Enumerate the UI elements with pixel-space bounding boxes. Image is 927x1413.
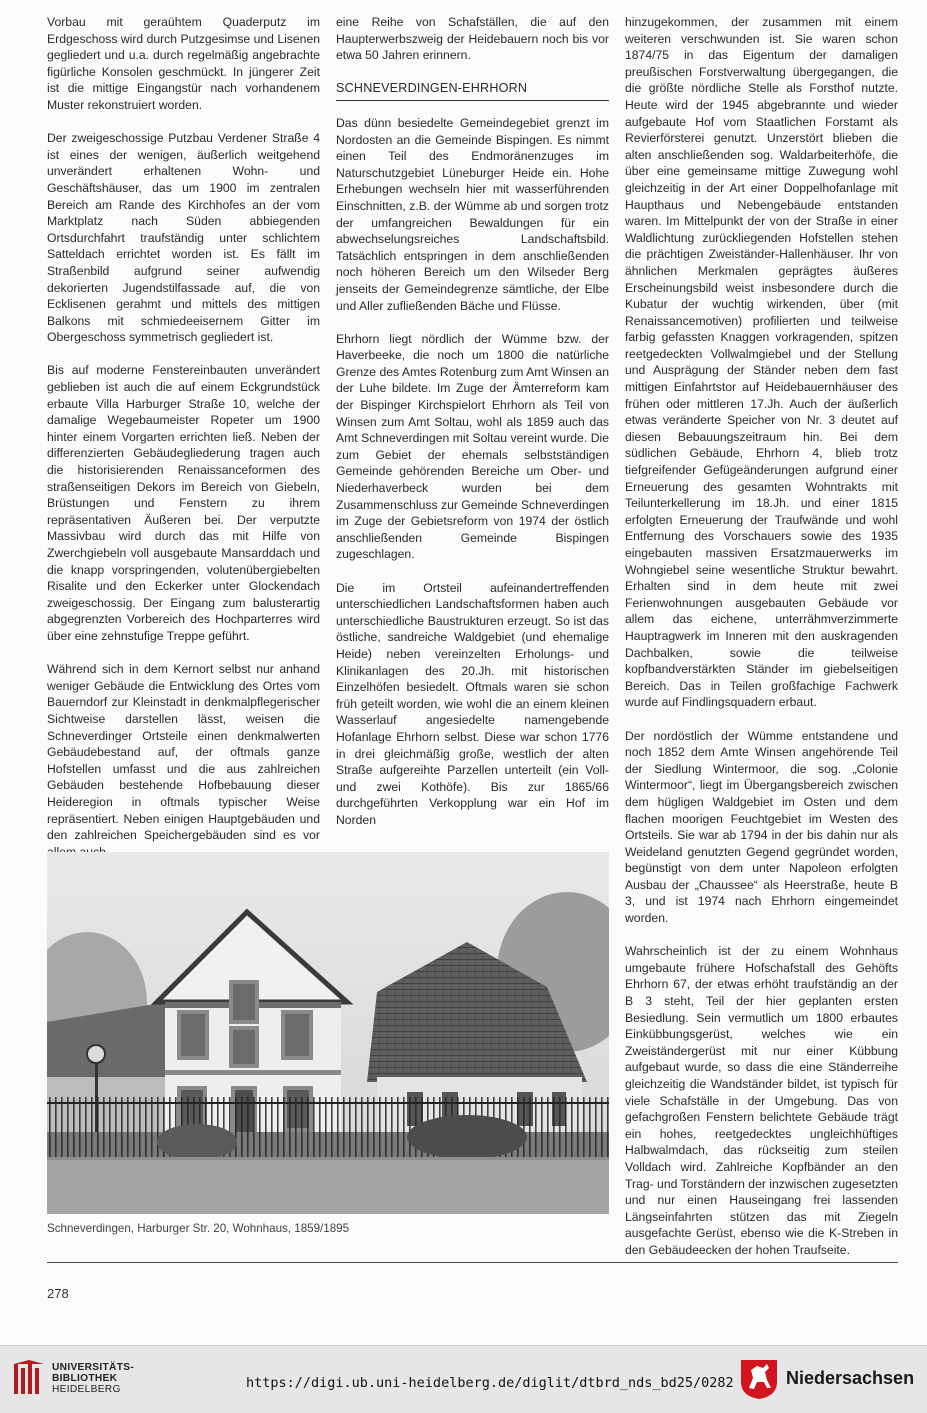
house-photo	[47, 852, 609, 1214]
paragraph: Das dünn besiedelte Gemeindegebiet grenzt im Nordosten an die Gemeinde Bispingen. Es nimmt einen Teil des Endmoränenzuges im Naturschutzgebiet Lüneburger Heide ein. Hohe Erhebungen wechseln hier mit wasserführenden Einschnitten, z.B. der Wümme ab und sorgen trotz der umfangreichen Bewaldungen für ein abwechselungsreiches Landschaftsbild. Tatsächlich entspringen in dem anschließenden noch höheren Bereich um den Wilseder Berg jenseits der Gemeindegrenze sämtliche, der Elbe und Aller zufließenden Bäche und Flüsse.	[336, 115, 609, 313]
text: , welche der damalige Wegebaumeister Ropeter um 1900 hinter einem Vorgarten errichten ließ. Neben der differenzierten Gebäudegliederung tragen auch die historisierenden Renaissanceformen des straßenseitigen Dekors im Bereich von Giebeln, Brüstungen und Fenstern zu ihrem repräsentativen Äußeren bei. Der verputzte Massivbau wird durch das mit Hilfe von Zwerchgiebeln voll ausgebaute Mansarddach und die knapp vorspringenden, volutenübergiebelten Risalite und den Eckerker unter Glockendach zweigeschossig. Der Eingang zum balusterartig abgegrenzten Vorbereich des Hochparterres wird über eine zehnstufige Treppe geführt.	[47, 396, 320, 643]
state-name: Niedersachsen	[786, 1368, 915, 1388]
document-url[interactable]: https://digi.ub.uni-heidelberg.de/diglit/dtbrd_nds_bd25/0282	[246, 1375, 734, 1391]
text-column-2	[336, 14, 609, 845]
text-column-1	[47, 14, 320, 877]
paragraph: eine Reihe von Schafställen, die auf den Haupterwerbszweig der Heidebauern noch bis vor etwa 50 Jahren erinnern.	[336, 15, 609, 63]
text: Wahrscheinlich ist der zu einem Wohnhaus umgebaute frühere Hofschafstall des Gehöfts	[625, 944, 898, 975]
lower-saxony-horse-icon	[739, 1358, 779, 1405]
viewer-footer	[0, 1345, 927, 1413]
section-heading: SCHNEVERDINGEN-EHRHORN	[336, 80, 609, 101]
paragraph: Während sich in dem Kernort selbst nur anhand weniger Gebäude die Entwicklung des Ortes vom Bauerndorf zur Kleinstadt in denkmalpflegerischer Sichtweise darstellen lässt, weisen die Schneverdinger Ortsteile einen denkmalwerten Gebäudebestand auf, der oftmals ganze Hofstellen umfasst und die aus zahlreichen Gebäuden bestehende Hofbebauung dieser Heideregion in oftmals typischer Weise repräsentiert. Neben einigen Hauptgebäuden und den zahlreichen Speichergebäuden sind es vor	[47, 662, 320, 843]
university-library-name	[52, 1362, 134, 1395]
text: Bis auf moderne Fenstereinbauten unverändert geblieben ist auch die auf einem Eckgrundstück erbaute Villa	[47, 363, 320, 411]
paragraph	[625, 943, 898, 1258]
figure-caption: Schneverdingen, Harburger Str. 20, Wohnhaus, 1859/1895	[47, 1222, 350, 1235]
paragraph: Ehrhorn liegt nördlich der Wümme bzw. der Haverbeeke, die noch um 1800 die natürliche Grenze des Amtes Rotenburg zum Amt Winsen an der Luhe bildete. Im Zuge der Ämterreform kam der Bispinger Kirchspielort Ehrhorn als Teil von Winsen zum Amt Soltau, wohl als 1859 auch das Amt Schneverdingen mit Soltau vereint wurde. Die zum Gebiet der ehemals selbstständigen Gemeinde gehörenden Bereiche um Ober- und Niederhaverbeck wurden bei dem Zusammenschluss zur Gemeinde Schneverdingen im Zuge der Gebietsreform von 1974 der östlich anschließenden Gemeinde Bispingen zugeschlagen.	[336, 331, 609, 562]
text: , der etwas erhöht traufständig an der B 3 steht, Teil der hier geplanten ersten Besiedlung. Sein vermutlich um 1800 erbautes Einkübbungsgerüst, welches wie ein Zweiständergerüst mit nur einer Kübbung aufgebaut wurde, so dass die eine Ständerreihe gleichzeitig die Wandständer bildet, ist typisch für viele Schafställe in der Umgebung. Das von gefachgroßen Fenstern belichtete Gebäude trägt ein hohes, reetgedecktes ungleichhüftiges Halbwalmdach, das rückseitig zum steilen Volldach wird. Zahlreiche Kopfbänder an den Trag- und Torständern der inzwischen zugesetzten und nur einen Hauseingang frei lassenden Längseinfahrten stützen das mit Ziegeln ausgefachte Gerüst, ebenso wie die K-Streben in den Gebäudeecken der hohen Traufseite.	[625, 977, 899, 1257]
text: Der zweigeschossige Putzbau	[47, 131, 218, 146]
paragraph: Der nordöstlich der Wümme entstandene und noch 1852 dem Amte Winsen angehörende Teil der Siedlung Wintermoor, die sog. „Colonie Wintermoor“, liegt im Übergangsbereich zwischen dem hügligen Waldgebiet im Osten und dem flachen moorigen Feuchtgebiet im Westen des Ortsteils. Sie war ab 1794 in der bis dahin nur als Weideland genutzten Gegend gegründet worden, begünstigt von dem unter Napoleon erfolgten Ausbau der „Chaussee“ als Heerstraße, heute B 3, und ist 1974 nach Ehrhorn eingemeindet worden.	[625, 728, 898, 926]
page-number: 278	[47, 1286, 69, 1301]
library-name-line: UNIVERSITÄTS-	[52, 1362, 135, 1373]
paragraph	[47, 130, 320, 346]
text: hinzugekommen, der zusammen mit einem weiteren verschwunden ist. Sie waren schon 1874/75 in das Eigentum der damaligen preußischen Forstverwaltung übergegangen, die die größte nördliche Stelle als Forsthof nutzte. Heute wird der 1945 abgebrannte und wieder aufgebaute Hof vom Staatlichen Forstamt als Revierförsterei genutzt. Unzerstört blieben die alten anschließenden sog. Waldarbeiterhöfe, die über eine gemeinsame mittige Zuwegung wohl gleichzeitig in der Art einer Doppelhofanlage mit Haupthaus und Nebengebäude entstanden waren. Im Mittelpunkt der von der Straße in einer Waldlichtung zurückliegenden Hofstellen stehen die prächtigen Zweiständer-Hallenhäuser. Ihr von ähnlichen Merkmalen geprägtes äußeres Erscheinungsbild weist insbesondere durch die Kubatur der wuchtig wirkenden, über (mit Renaissancemotiven) profilierten und teilweise farbig gefassten Knaggen vorkragenden, spitzen reetgedeckten Vollwalmgiebel und der Stellung und Ausprägung der Ständer neben dem fast mittigen Einfahrtstor auf Heidebauernhäuser des frühen oder mittleren 17.Jh. Auch der äußerlich etwas veränderte Speicher von Nr. 3 deutet auf diesen Bebauungszeitraum hin. Bei dem südlichen Gebäude,	[625, 15, 898, 461]
address-reference: Verdener Straße 4	[217, 131, 320, 146]
paragraph	[47, 362, 320, 644]
university-library-logo-icon	[12, 1360, 46, 1403]
text-column-3	[625, 14, 898, 1275]
address-reference: Harburger Straße 10	[126, 396, 247, 411]
text: ist eines der wenigen, äußerlich weitgehend unverändert erhaltenen Wohn- und Geschäftshäuser, das um 1900 im zentralen Bereich am Rande des Kirchhofes an der vom Marktplatz nach Süden abbiegenden Ortsdurchfahrt traufständig unter schlichtem Satteldach errichtet worden ist. Es fällt im Straßenbild aufgrund seiner aufwendig dekorierten Jugendstilfassade auf, die von Ecklisenen gerahmt und mittels des mittigen Balkons mit schmiedeeisernem Gitter im Obergeschoss symmetrisch gegliedert ist.	[47, 147, 320, 345]
paragraph: Vorbau mit geraühtem Quaderputz im Erdgeschoss wird durch Putzgesimse und Lisenen gegliedert und u.a. durch regelmäßig angebrachte figürliche Konsolen geschmückt. In jüngerer Zeit ist die mittige Eingangstür nach vorhandenem Muster rekonstruiert worden.	[47, 15, 321, 112]
paragraph	[625, 14, 898, 711]
text: , blieb trotz tiefgreifender Gefügeänderungen aufgrund einer Erneuerung des gesamten Wohntrakts mit Teilunterkellerung im 18.Jh. und einer 1815 erfolgten Erneuerung der Traufwände und wohl Entfernung des Vorschauers sowie des 1935 eingebauten massiven Ersatzmauerwerks im Wohngiebel seine wesentliche Struktur bewahrt. Erhalten sind in dem heute mit zwei Ferienwohnungen ausgebauten Gebäude vor allem das eichene, unterrähmverzimmerte Hauptragwerk im Inneren mit den auskragenden Dachbalken, sowie die teilweise kopfbandverstärkten Ständer im giebelseitigen Bereich. Das in Teilen großfachige Fachwerk wurde auf Findlingsquadern erbaut.	[625, 446, 898, 710]
address-reference: Ehrhorn 4	[756, 446, 820, 461]
library-name-line: BIBLIOTHEK	[52, 1373, 118, 1384]
library-name-line: HEIDELBERG	[52, 1384, 121, 1395]
address-reference: Ehrhorn 67	[625, 977, 687, 992]
paragraph: Die im Ortsteil aufeinandertreffenden unterschiedlichen Landschaftsformen haben auch unterschiedliche Baustrukturen erzeugt. So ist das östliche, sandreiche Waldgebiet (und ehemalige Heide) neben vereinzelten Erholungs- und Klinikanlagen des 20.Jh. mit historischen Einzelhöfen besiedelt. Oftmals waren sie schon früh geteilt worden, wie wohl die an einem kleinen Wasserlauf angesiedelte namengebende Hofanlage Ehrhorn selbst. Diese war schon 1776 in drei gleichmäßig große, westlich der alten Straße aufgereihte Parzellen unterteilt (ein Voll- und zwei Kothöfe). Bis zur 1865/66 durchgeführten Verkopplung war ein Hof im Norden	[336, 580, 609, 827]
footer-rule	[47, 1262, 898, 1263]
